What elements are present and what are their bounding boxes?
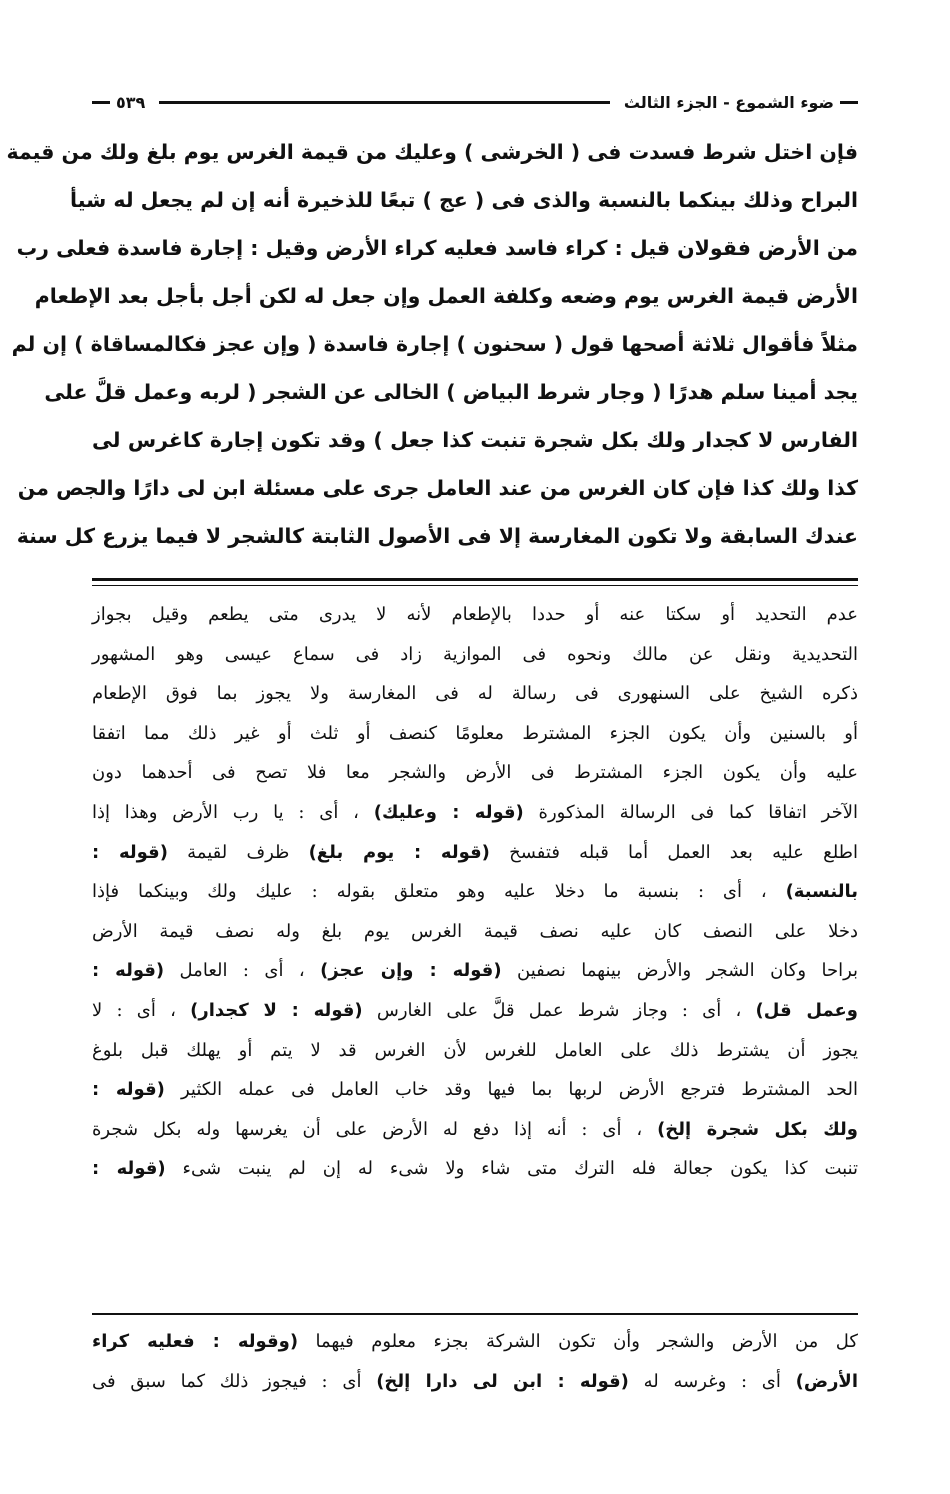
quoted-phrase: (قوله : لا كجدار) bbox=[190, 999, 363, 1021]
commentary-line bbox=[92, 674, 858, 714]
commentary-line bbox=[92, 1110, 858, 1150]
quoted-phrase: (قوله : bbox=[92, 841, 168, 863]
quoted-phrase: (قوله : يوم بلغ) bbox=[308, 841, 490, 863]
commentary-line bbox=[92, 951, 858, 991]
header-dash bbox=[840, 101, 858, 104]
main-line: مثلاً فأقوال ثلاثة أصحها قول ( سحنون ) إجارة فاسدة ( وإن عجز فكالمساقاة ) إن لم bbox=[11, 332, 858, 356]
main-line: عندك السابقة ولا تكون المغارسة إلا فى الأصول الثابتة كالشجر لا فيما يزرع كل سنة bbox=[16, 524, 858, 548]
commentary-segment: ظرف لقيمة bbox=[167, 841, 309, 863]
double-rule-thick bbox=[92, 578, 858, 581]
commentary-segment: ، أى : لا bbox=[92, 999, 191, 1021]
commentary-line bbox=[92, 793, 858, 833]
main-text bbox=[6, 128, 858, 574]
footnote-segment: كل من الأرض والشجر وأن تكون الشركة بجزء معلوم فيهما bbox=[298, 1331, 858, 1352]
commentary-segment: ، أى : يا رب الأرض وهذا إذا bbox=[92, 801, 374, 823]
commentary-text bbox=[92, 595, 858, 1310]
commentary-segment: ، أى : وجاز شرط عمل قلَّ على الغارس bbox=[362, 999, 756, 1021]
footnote-segment: أى : فيجوز ذلك كما سبق فى bbox=[92, 1371, 377, 1392]
commentary-line bbox=[92, 912, 858, 952]
commentary-line bbox=[92, 872, 858, 912]
commentary-segment: ، أى : أنه إذا دفع له الأرض على أن يغرسها وله بكل شجرة bbox=[92, 1118, 658, 1140]
running-title: ضوء الشموع - الجزء الثالث bbox=[623, 92, 834, 112]
commentary-segment: الآخر اتفاقا كما فى الرسالة المذكورة bbox=[523, 801, 858, 823]
commentary-segment: التحديدية ونقل عن مالك ونحوه فى الموازية زاد فى سماع عيسى وهو المشهور bbox=[92, 643, 858, 665]
main-line: من الأرض فقولان قيل : كراء فاسد فعليه كراء الأرض وقيل : إجارة فاسدة فعلى رب bbox=[16, 236, 858, 260]
main-line: البراح وذلك بينكما بالنسبة والذى فى ( عج ) تبعًا للذخيرة أنه إن لم يجعل له شيأ bbox=[70, 188, 858, 212]
footnote-line bbox=[92, 1322, 858, 1362]
commentary-segment: أو بالسنين وأن يكون الجزء المشترط معلومًا كنصف أو ثلث أو غير ذلك مما اتفقا bbox=[92, 722, 858, 744]
footnote-segment: أى : وغرسه له bbox=[628, 1371, 796, 1392]
quoted-phrase: بالنسبة) bbox=[785, 881, 858, 903]
commentary-line bbox=[92, 595, 858, 635]
commentary-line bbox=[92, 991, 858, 1031]
commentary-segment: دخلا على النصف كان عليه نصف قيمة الغرس يوم بلغ وله نصف قيمة الأرض bbox=[92, 920, 858, 942]
double-rule-thin bbox=[92, 585, 858, 586]
commentary-line bbox=[92, 1149, 858, 1189]
quoted-phrase: (قوله : bbox=[92, 1079, 165, 1101]
commentary-line bbox=[92, 753, 858, 793]
commentary-segment: يجوز أن يشترط ذلك على العامل للغرس لأن الغرس قد لا يتم أو يهلك قبل بلوغ bbox=[92, 1039, 858, 1061]
quoted-phrase: (قوله : bbox=[92, 1158, 166, 1180]
footnote-line bbox=[92, 1362, 858, 1402]
quoted-phrase: (قوله : وإن عجز) bbox=[320, 960, 502, 982]
quoted-phrase: الأرض) bbox=[795, 1371, 859, 1392]
commentary-segment: تنبت كذا يكون جعالة فله الترك متى شاء ولا شىء له إن لم ينبت شىء bbox=[165, 1158, 859, 1180]
commentary-line bbox=[92, 1070, 858, 1110]
commentary-segment: براحا وكان الشجر والأرض بينهما نصفين bbox=[501, 960, 859, 982]
quoted-phrase: (قوله : ابن لى دارا إلخ) bbox=[376, 1371, 629, 1392]
footnote-text bbox=[92, 1322, 858, 1412]
footnote-rule bbox=[92, 1313, 858, 1315]
header-dash bbox=[92, 101, 110, 104]
commentary-line bbox=[92, 1031, 858, 1071]
commentary-line bbox=[92, 635, 858, 675]
quoted-phrase: (قوله : وعليك) bbox=[373, 801, 524, 823]
header-rule bbox=[159, 101, 610, 104]
commentary-segment: ، أى : العامل bbox=[164, 960, 321, 982]
main-line: الفارس لا كجدار ولك بكل شجرة تنبت كذا جعل ) وقد تكون إجارة كاغرس لى bbox=[92, 428, 858, 452]
commentary-segment: ذكره الشيخ على السنهورى فى رسالة له فى المغارسة ولا يجوز بما فوق الإطعام bbox=[92, 683, 858, 705]
main-line: فإن اختل شرط فسدت فى ( الخرشى ) وعليك من قيمة الغرس يوم بلغ ولك من قيمة bbox=[6, 140, 858, 164]
page-number: ٥٣٩ bbox=[116, 92, 146, 112]
commentary-segment: الحد المشترط فترجع الأرض لربها بما فيها وقد خاب العامل فى عمله الكثير bbox=[164, 1079, 859, 1101]
main-line: كذا ولك كذا فإن كان الغرس من عند العامل جرى على مسئلة ابن لى دارًا والجص من bbox=[17, 476, 858, 500]
main-line: الأرض قيمة الغرس يوم وضعه وكلفة العمل وإن جعل له لكن أجل بأجل بعد الإطعام bbox=[34, 284, 858, 308]
page-header bbox=[92, 88, 858, 116]
commentary-line bbox=[92, 833, 858, 873]
commentary-segment: عليه وأن يكون الجزء المشترط فى الأرض والشجر معا فلا تصح فى أحدهما دون bbox=[92, 762, 858, 784]
commentary-segment: عدم التحديد أو سكتا عنه أو حددا بالإطعام لأنه لا يدرى متى يطعم وقيل بجواز bbox=[92, 604, 858, 625]
commentary-segment: ، أى : بنسبة ما دخلا عليه وهو متعلق بقوله : عليك ولك وبينكما فإذا bbox=[92, 881, 786, 903]
commentary-line bbox=[92, 714, 858, 754]
quoted-phrase: وعمل قل) bbox=[755, 999, 858, 1021]
quoted-phrase: (وقوله : فعليه كراء bbox=[92, 1331, 299, 1352]
commentary-segment: اطلع عليه بعد العمل أما قبله فتفسخ bbox=[489, 841, 858, 863]
main-line: يجد أمينا سلم هدرًا ( وجار شرط البياض ) الخالى عن الشجر ( لربه وعمل قلَّ على bbox=[44, 380, 858, 404]
quoted-phrase: (قوله : bbox=[92, 960, 165, 982]
quoted-phrase: ولك بكل شجرة إلخ) bbox=[657, 1118, 858, 1140]
